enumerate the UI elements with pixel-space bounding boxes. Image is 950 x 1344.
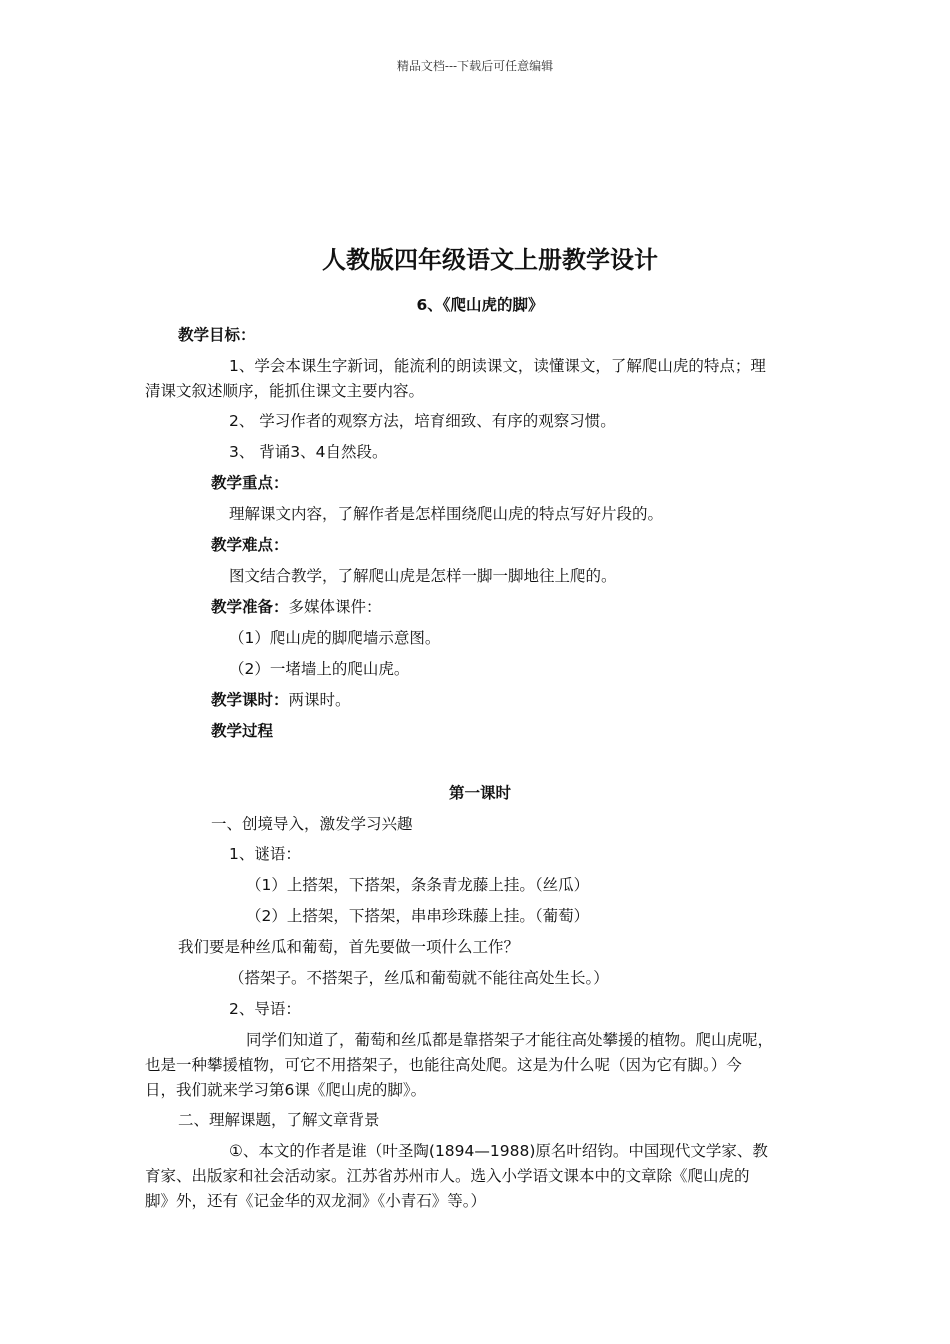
author-line-2: 育家、出版家和社会活动家。江苏省苏州市人。选入小学语文课本中的文章除《爬山虎的	[145, 1167, 750, 1185]
intro-line-3: 日，我们就来学习第6课《爬山虎的脚》。	[145, 1081, 427, 1099]
goal-1-line-1: 1、学会本课生字新词，能流利的朗读课文，读懂课文，了解爬山虎的特点；理	[229, 357, 766, 375]
section-2-heading: 二、理解课题，了解文章背景	[178, 1111, 380, 1129]
period-1-heading: 第一课时	[448, 784, 511, 802]
riddle-1: （1）上搭架，下搭架，条条青龙藤上挂。（丝瓜）	[246, 876, 590, 894]
goal-1-line-2: 清课文叙述顺序，能抓住课文主要内容。	[145, 382, 425, 400]
document-title: 人教版四年级语文上册教学设计	[322, 246, 658, 274]
intro-line-1: 同学们知道了，葡萄和丝瓜都是靠搭架子才能往高处攀援的植物。爬山虎呢，	[246, 1031, 774, 1049]
process-heading: 教学过程	[211, 722, 274, 740]
hours-line	[211, 689, 351, 711]
goals-heading: 教学目标：	[178, 326, 256, 344]
prep-heading: 教学准备：	[211, 598, 289, 616]
key-text: 理解课文内容，了解作者是怎样围绕爬山虎的特点写好片段的。	[229, 505, 664, 523]
goal-2: 2、 学习作者的观察方法，培育细致、有序的观察习惯。	[229, 412, 616, 430]
page-header: 精品文档---下载后可任意编辑	[396, 59, 554, 73]
prep-value: 多媒体课件：	[288, 598, 382, 616]
question: 我们要是种丝瓜和葡萄，首先要做一项什么工作？	[178, 938, 520, 956]
difficult-text: 图文结合教学，了解爬山虎是怎样一脚一脚地往上爬的。	[229, 567, 617, 585]
section-1-heading: 一、创境导入，激发学习兴趣	[211, 815, 413, 833]
key-heading: 教学重点：	[211, 474, 289, 492]
author-line-3: 脚》外，还有《记金华的双龙洞》《小青石》等。）	[145, 1192, 487, 1210]
hours-value: 两课时。	[288, 691, 351, 709]
intro-line-2: 也是一种攀援植物，可它不用搭架子，也能往高处爬。这是为什么呢（因为它有脚。）今	[145, 1056, 742, 1074]
intro-label: 2、导语：	[229, 1000, 301, 1018]
riddle-label: 1、谜语：	[229, 845, 301, 863]
prep-line	[211, 596, 382, 618]
goal-3: 3、 背诵3、4自然段。	[229, 443, 388, 461]
prep-item-2: （2）一堵墙上的爬山虎。	[229, 660, 410, 678]
prep-item-1: （1）爬山虎的脚爬墙示意图。	[229, 629, 441, 647]
difficult-heading: 教学难点：	[211, 536, 289, 554]
hours-heading: 教学课时：	[211, 691, 289, 709]
author-line-1: ①、本文的作者是谁（叶圣陶(1894—1988)原名叶绍钧。中国现代文学家、教	[229, 1142, 768, 1160]
lesson-title: 6、《爬山虎的脚》	[416, 296, 544, 314]
riddle-2: （2）上搭架，下搭架，串串珍珠藤上挂。（葡萄）	[246, 907, 590, 925]
answer: （搭架子。不搭架子，丝瓜和葡萄就不能往高处生长。）	[229, 969, 609, 987]
